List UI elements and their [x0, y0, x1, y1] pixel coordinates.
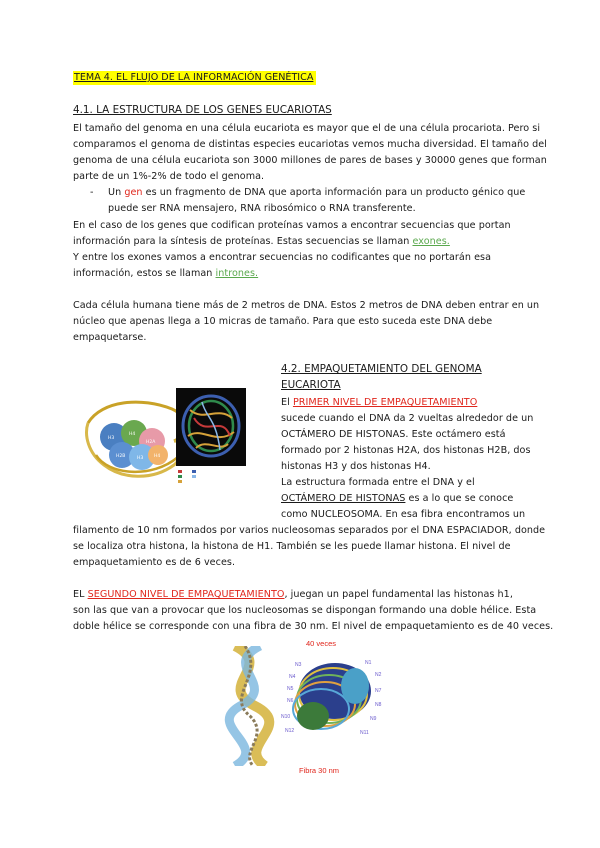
paragraph-line: Cada célula humana tiene más de 2 metros de DNA. Estos 2 metros de DNA deben entrar en un: [73, 300, 540, 311]
histone-label: N1: [365, 660, 372, 666]
bullet-post: es un fragmento de DNA que aporta información para un producto génico que: [142, 187, 526, 198]
bullet-pre: Un: [108, 187, 125, 198]
histone-label: N4: [289, 674, 296, 680]
paragraph-line: comparamos el genoma de distintas especies eucariotas vemos mucha diversidad. El tamaño del: [73, 139, 547, 150]
column-line: histonas H3 y dos histonas H4.: [281, 461, 431, 472]
keyword-primer-nivel: PRIMER NIVEL DE EMPAQUETAMIENTO: [292, 397, 478, 408]
histone-label: N10: [281, 714, 291, 720]
fibre-30nm-diagram: [215, 646, 390, 766]
keyword-segundo-nivel: SEGUNDO NIVEL DE EMPAQUETAMIENTO: [87, 589, 285, 600]
text-span: información, estos se llaman: [73, 268, 216, 279]
term-octamero: OCTÁMERO DE HISTONAS: [281, 493, 406, 504]
column-line: formado por 2 histonas H2A, dos histonas H2B, dos: [281, 445, 531, 456]
histone-label: N2: [375, 672, 382, 678]
paragraph-line: núcleo que apenas llega a 10 micras de tamaño. Para que esto suceda este DNA debe: [73, 316, 493, 327]
column-line: sucede cuando el DNA da 2 vueltas alrededor de un: [281, 413, 534, 424]
level1-line: [281, 395, 477, 412]
octamer-label: H2B: [116, 454, 126, 459]
double-helix: [229, 646, 269, 766]
histone-label: N8: [375, 702, 382, 708]
text-span: EL: [73, 589, 88, 600]
octamer-label: H4: [154, 454, 161, 459]
histone-label: N3: [295, 662, 302, 668]
column-line: como NUCLEOSOMA. En esa fibra encontramos un: [281, 509, 526, 520]
octamer-label: H3: [137, 456, 144, 461]
keyword-intrones: intrones.: [215, 268, 259, 279]
paragraph-line: Y entre los exones vamos a encontrar secuencias no codificantes que no portarán esa: [73, 252, 492, 263]
keyword-exones: exones.: [412, 236, 450, 247]
text-span: es a lo que se conoce: [405, 493, 514, 504]
paragraph-line: El tamaño del genoma en una célula eucariota es mayor que el de una célula procariota. Pero si: [73, 123, 541, 134]
paragraph-line: [73, 234, 450, 251]
octamer-label: H2A: [146, 440, 156, 445]
paragraph-line: parte de un 1%-2% de todo el genoma.: [73, 171, 265, 182]
octamer-label: H3: [108, 436, 115, 441]
column-line: La estructura formada entre el DNA y el: [281, 477, 475, 488]
histone-label: N5: [287, 686, 294, 692]
paragraph-line: [73, 266, 258, 283]
solenoid-coil: [293, 663, 371, 730]
section-heading-4-2: 4.2. EMPAQUETAMIENTO DEL GENOMA: [281, 363, 482, 375]
page-title: TEMA 4. EL FLUJO DE LA INFORMACIÓN GENÉTICA: [73, 71, 316, 85]
section-heading-4-1: 4.1. LA ESTRUCTURA DE LOS GENES EUCARIOTAS: [73, 104, 332, 116]
paragraph-line: empaquetamiento es de 6 veces.: [73, 557, 236, 568]
keyword-gen: gen: [124, 187, 143, 198]
paragraph-line: empaquetarse.: [73, 332, 147, 343]
level2-line: [73, 587, 513, 604]
paragraph-line: doble hélice se corresponde con una fibra de 30 nm. El nivel de empaquetamiento es de 40 veces.: [73, 621, 554, 632]
paragraph-line: son las que van a provocar que los nucleosomas se dispongan formando una doble hélice. Esta: [73, 605, 537, 616]
text-span: , juegan un papel fundamental las histonas h1,: [284, 589, 513, 600]
text-span: información para la síntesis de proteínas. Estas secuencias se llaman: [73, 236, 413, 247]
paragraph-line: En el caso de los genes que codifican proteínas vamos a encontrar secuencias que portan: [73, 220, 511, 231]
histone-label: N12: [285, 728, 295, 734]
bullet-line: [108, 185, 525, 202]
nucleosome-crystal-structure: [176, 388, 246, 486]
bullet-line-2: puede ser RNA mensajero, RNA ribosómico o RNA transferente.: [108, 203, 416, 214]
column-line: [281, 491, 513, 508]
octamer-label: H4: [129, 432, 136, 437]
paragraph-line: se localiza otra histona, la histona de H1. También se les puede llamar histona. El nivel de: [73, 541, 511, 552]
bullet-dash: -: [90, 187, 94, 198]
text-span: El: [281, 397, 293, 408]
section-heading-4-2-line2: EUCARIOTA: [281, 379, 341, 391]
column-line: OCTÁMERO DE HISTONAS. Este octámero está: [281, 429, 506, 440]
paragraph-line: filamento de 10 nm formados por varios nucleosomas separados por el DNA ESPACIADOR, donde: [73, 525, 546, 536]
histone-label: N6: [287, 698, 294, 704]
figure-label-40-veces: 40 veces: [306, 639, 337, 648]
paragraph-line: genoma de una célula eucariota son 3000 millones de pares de bases y 30000 genes que forman: [73, 155, 547, 166]
histone-label: N7: [375, 688, 382, 694]
figure-label-fibra-30nm: Fibra 30 nm: [299, 766, 340, 775]
histone-label: N11: [360, 730, 369, 736]
histone-label: N9: [370, 716, 377, 722]
